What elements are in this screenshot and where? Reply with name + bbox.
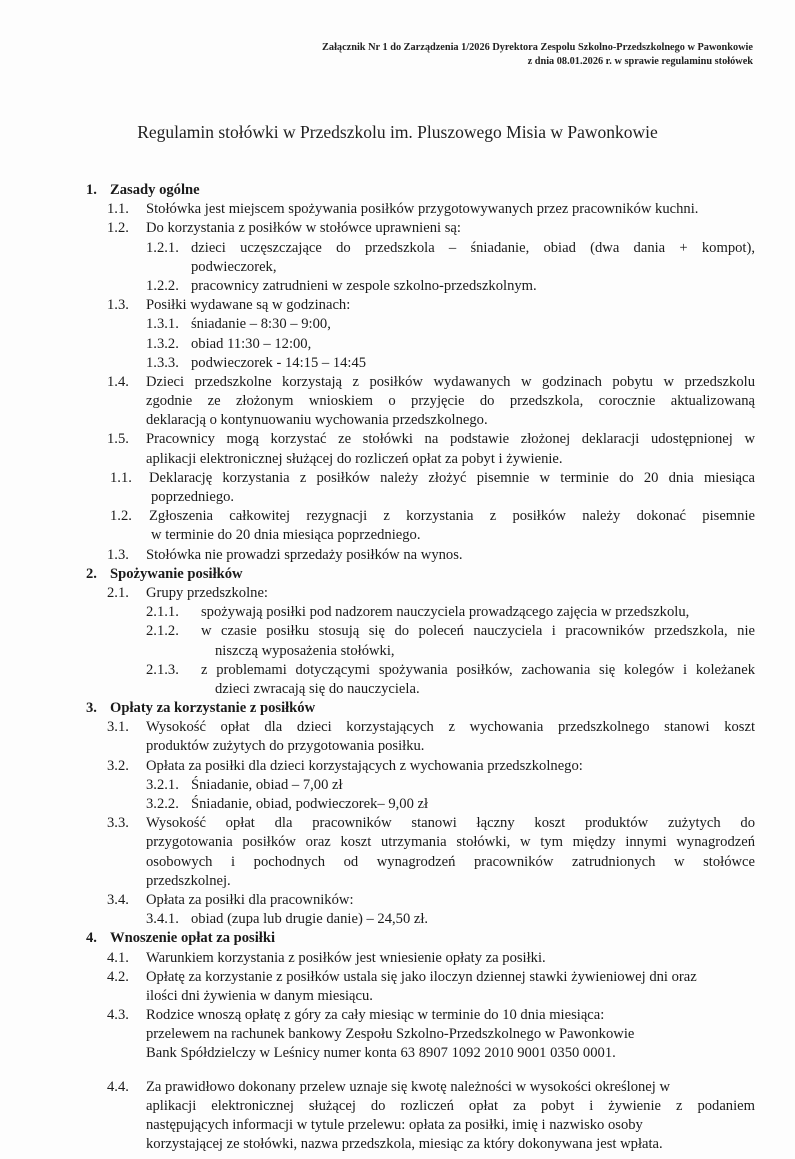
item-text: w czasie posiłku stosują się do poleceń nauczyciela i pracowników przedszkola, nie xyxy=(201,623,755,640)
item-text: z problemami dotyczącymi spożywania posiłków, zachowania się kolegów i koleżanek xyxy=(201,661,755,678)
item-number: 2.1. xyxy=(107,584,129,601)
item-text: przelewem na rachunek bankowy Zespołu Szkolno-Przedszkolnego w Pawonkowie xyxy=(146,1026,635,1043)
header-note-line2: z dnia 08.01.2026 r. w sprawie regulaminu stołówek xyxy=(527,56,753,67)
item-text: Opłata za posiłki dla pracowników: xyxy=(146,891,354,908)
item-number: 1.3. xyxy=(107,297,129,314)
list-item xyxy=(0,1078,795,1155)
item-text: Zgłoszenia całkowitej rezygnacji z korzystania z posiłków należy dokonać pisemnie xyxy=(149,508,755,525)
list-item xyxy=(0,373,795,431)
item-text: ilości dni żywienia w danym miesiącu. xyxy=(146,987,373,1004)
document-title: Regulamin stołówki w Przedszkolu im. Pluszowego Misia w Pawonkowie xyxy=(137,122,658,142)
list-item xyxy=(0,776,795,795)
section-title: Wnoszenie opłat za posiłki xyxy=(110,930,276,947)
item-text: następujących informacji w tytule przelewu: opłata za posiłki, imię i nazwisko osoby xyxy=(146,1117,643,1133)
item-number: 2.1.3. xyxy=(146,661,179,678)
item-number: 3.2.2. xyxy=(146,796,179,812)
item-text: niszczą wyposażenia stołówki, xyxy=(215,642,395,659)
item-number: 1.2.2. xyxy=(146,277,179,294)
item-text: produktów zużytych do przygotowania posiłku. xyxy=(146,738,425,755)
header-note xyxy=(322,41,753,69)
item-number: 3.4.1. xyxy=(146,911,179,928)
list-item xyxy=(0,814,795,891)
item-number: 4.4. xyxy=(107,1078,129,1095)
section-number: 1. xyxy=(86,182,97,198)
section-heading xyxy=(0,565,795,584)
item-text: Deklarację korzystania z posiłków należy złożyć pisemnie w terminie do 20 dnia miesiąca xyxy=(149,469,755,486)
section-number: 2. xyxy=(86,565,97,582)
list-item xyxy=(0,603,795,622)
item-text: Za prawidłowo dokonany przelew uznaje się kwotę należności w wysokości określonej w xyxy=(146,1078,671,1095)
item-number: 3.4. xyxy=(107,891,129,908)
header-note-line1: Załącznik Nr 1 do Zarządzenia 1/2026 Dyrektora Zespolu Szkolno-Przedszkolnego w Pawonkowie xyxy=(322,42,753,53)
item-text: Rodzice wnoszą opłatę z góry za cały miesiąc w terminie do 10 dnia miesiąca: xyxy=(146,1007,605,1024)
item-text: aplikacji elektronicznej służącej do rozliczeń opłat za pobyt i żywienie z podaniem xyxy=(146,1097,755,1114)
item-number: 3.1. xyxy=(107,719,129,736)
item-text: pracownicy zatrudnieni w zespole szkolno-przedszkolnym. xyxy=(191,277,537,294)
item-number: 1.3.2. xyxy=(146,335,179,352)
item-text: Warunkiem korzystania z posiłków jest wniesienie opłaty za posiłki. xyxy=(146,949,546,966)
document-body xyxy=(0,181,795,1154)
item-number: 1.1. xyxy=(110,469,132,486)
list-item xyxy=(0,949,795,968)
spacer xyxy=(0,1064,795,1078)
list-item xyxy=(0,239,795,277)
item-text: w terminie do 20 dnia miesiąca poprzedniego. xyxy=(151,527,421,544)
list-item xyxy=(0,200,795,219)
item-text: spożywają posiłki pod nadzorem nauczyciela prowadzącego zajęcia w przedszkolu, xyxy=(201,604,690,621)
item-text: dzieci uczęszczające do przedszkola – śniadanie, obiad (dwa dania + kompot), xyxy=(191,239,755,256)
item-text: Wysokość opłat dla dzieci korzystających z wychowania przedszkolnego stanowi koszt xyxy=(146,719,755,736)
list-item xyxy=(0,795,795,814)
section-title: Zasady ogólne xyxy=(110,182,200,198)
list-item xyxy=(0,354,795,373)
list-item xyxy=(0,546,795,565)
list-item xyxy=(0,718,795,756)
list-item xyxy=(0,335,795,354)
item-text: osobowych i pochodnych od wynagrodzeń pracowników zatrudnionych w stołówce xyxy=(146,853,755,870)
list-item xyxy=(0,622,795,660)
item-text: śniadanie – 8:30 – 9:00, xyxy=(191,316,331,333)
list-item xyxy=(0,910,795,929)
section-heading xyxy=(0,699,795,718)
list-item xyxy=(0,661,795,699)
item-text: przygotowania posiłków oraz koszt utrzymania stołówki, w tym między innymi wynagrodzeń xyxy=(146,834,755,851)
list-item xyxy=(0,507,795,545)
item-text: podwieczorek - 14:15 – 14:45 xyxy=(191,354,367,371)
section-title: Spożywanie posiłków xyxy=(110,565,243,582)
item-number: 1.5. xyxy=(107,431,129,448)
item-number: 4.3. xyxy=(107,1007,129,1024)
item-text: Śniadanie, obiad – 7,00 zł xyxy=(191,776,343,793)
item-number: 1.3.3. xyxy=(146,354,179,371)
item-number: 1.3. xyxy=(107,546,129,563)
item-number: 1.4. xyxy=(107,373,129,390)
item-text: podwieczorek, xyxy=(191,258,277,275)
item-number: 4.2. xyxy=(107,968,129,985)
item-text: Pracownicy mogą korzystać ze stołówki na podstawie złożonej deklaracji udostępnionej w xyxy=(146,431,755,448)
list-item xyxy=(0,430,795,468)
list-item xyxy=(0,757,795,776)
list-item xyxy=(0,469,795,507)
section-heading xyxy=(0,929,795,948)
section-number: 4. xyxy=(86,930,97,947)
item-text: Do korzystania z posiłków w stołówce uprawnieni są: xyxy=(146,220,461,237)
item-text: Opłata za posiłki dla dzieci korzystających z wychowania przedszkolnego: xyxy=(146,757,583,774)
item-text: przedszkolnej. xyxy=(146,872,231,889)
item-text: Dzieci przedszkolne korzystają z posiłków wydawanych w godzinach pobytu w przedszkolu xyxy=(146,373,755,390)
item-text: aplikacji elektronicznej służącej do rozliczeń opłat za pobyt i żywienie. xyxy=(146,450,563,467)
item-text: Stołówka jest miejscem spożywania posiłków przygotowywanych przez pracowników kuchni. xyxy=(146,201,699,218)
item-number: 2.1.2. xyxy=(146,623,179,640)
item-number: 1.2.1. xyxy=(146,239,179,256)
list-item xyxy=(0,891,795,910)
item-number: 1.2. xyxy=(107,220,129,237)
item-text: korzystającej ze stołówki, nazwa przedszkola, miesiąc za który dokonywana jest wpłata. xyxy=(146,1136,663,1153)
item-number: 4.1. xyxy=(107,949,129,966)
list-item xyxy=(0,277,795,296)
list-item xyxy=(0,315,795,334)
item-number: 3.2. xyxy=(107,757,129,774)
item-number: 3.3. xyxy=(107,815,129,832)
item-text: Wysokość opłat dla pracowników stanowi łączny koszt produktów zużytych do xyxy=(146,815,755,832)
item-text: zgodnie ze złożonym wnioskiem o przyjęcie do przedszkola, corocznie aktualizowaną xyxy=(146,393,755,410)
item-text: Śniadanie, obiad, podwieczorek– 9,00 zł xyxy=(191,796,429,812)
item-number: 2.1.1. xyxy=(146,604,179,621)
item-text: Bank Spółdzielczy w Leśnicy numer konta 63 8907 1092 2010 9001 0350 0001. xyxy=(146,1045,616,1062)
item-text: obiad (zupa lub drugie danie) – 24,50 zł. xyxy=(191,911,429,928)
section-title: Opłaty za korzystanie z posiłków xyxy=(110,700,316,717)
item-text: Opłatę za korzystanie z posiłków ustala się jako iloczyn dziennej stawki żywieniowej dni oraz xyxy=(146,968,697,985)
item-number: 1.2. xyxy=(110,508,132,525)
item-text: Grupy przedszkolne: xyxy=(146,584,268,601)
list-item xyxy=(0,1006,795,1064)
item-text: Posiłki wydawane są w godzinach: xyxy=(146,297,351,314)
section-number: 3. xyxy=(86,700,97,717)
item-number: 1.3.1. xyxy=(146,316,179,333)
item-number: 3.2.1. xyxy=(146,776,179,793)
list-item xyxy=(0,296,795,315)
item-text: dzieci zwracają się do nauczyciela. xyxy=(215,680,420,697)
item-number: 1.1. xyxy=(107,201,129,218)
item-text: obiad 11:30 – 12:00, xyxy=(191,335,312,352)
item-text: deklaracją o kontynuowaniu wychowania przedszkolnego. xyxy=(146,412,488,429)
list-item xyxy=(0,219,795,238)
list-item xyxy=(0,968,795,1006)
item-text: poprzedniego. xyxy=(151,489,235,505)
list-item xyxy=(0,584,795,603)
item-text: Stołówka nie prowadzi sprzedaży posiłków na wynos. xyxy=(146,546,463,563)
section-heading xyxy=(0,181,795,200)
